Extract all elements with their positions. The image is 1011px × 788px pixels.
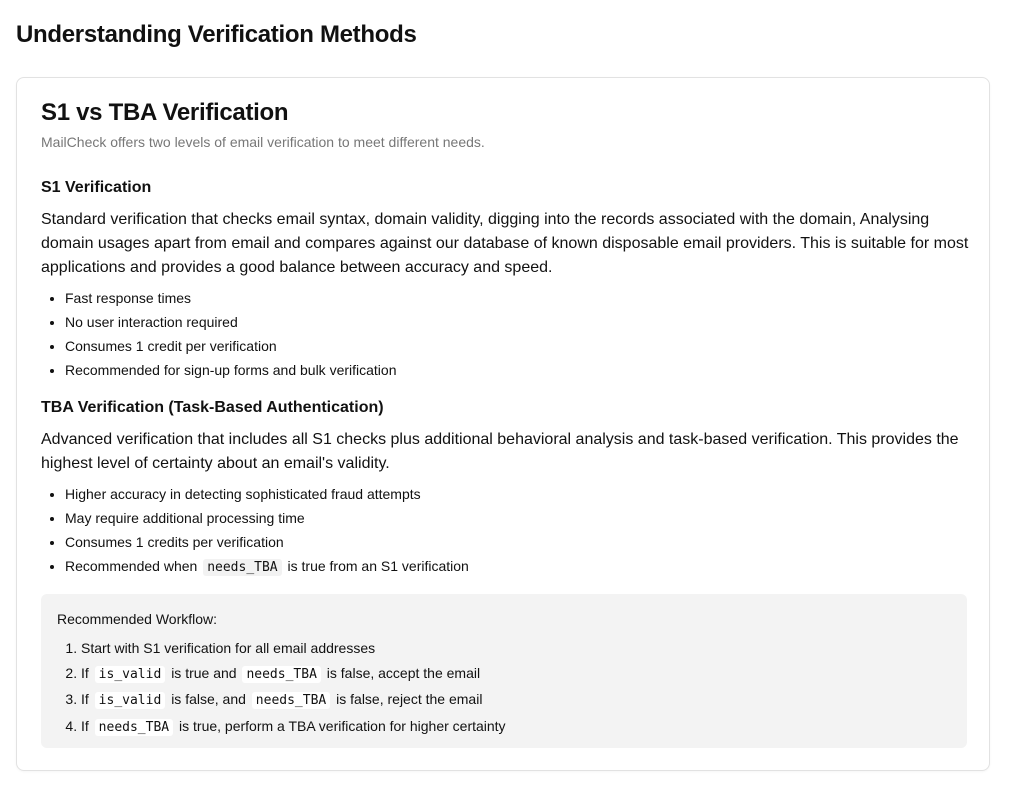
list-item: • No user interaction required	[65, 310, 397, 334]
list-item: • Recommended for sign-up forms and bulk verification	[65, 358, 397, 382]
workflow-step: 4. If needs_TBA is true, perform a TBA verification for higher certainty	[81, 714, 506, 741]
list-item: • Higher accuracy in detecting sophisticated fraud attempts	[65, 482, 469, 506]
is-valid-code: is_valid	[95, 692, 166, 709]
tba-feature-list	[41, 482, 469, 580]
tba-description: Advanced verification that includes all S1 checks plus additional behavioral analysis and task-based verification. This provides the highest level of certainty about an email's validity.	[41, 431, 959, 472]
card-title: S1 vs TBA Verification	[41, 99, 289, 126]
workflow-step: 2. If is_valid is true and needs_TBA is false, accept the email	[81, 661, 506, 688]
workflow-title: Recommended Workflow:	[57, 611, 218, 627]
list-item: • May require additional processing time	[65, 506, 469, 530]
page-title: Understanding Verification Methods	[16, 21, 417, 48]
list-item: • Fast response times	[65, 286, 397, 310]
tba-heading: TBA Verification (Task-Based Authentication)	[41, 399, 384, 416]
is-valid-code: is_valid	[95, 666, 166, 683]
list-item: • Consumes 1 credits per verification	[65, 530, 469, 554]
list-item: • Recommended when needs_TBA is true from an S1 verification	[65, 554, 469, 580]
workflow-step: 1. Start with S1 verification for all email addresses	[81, 636, 506, 661]
workflow-step: 3. If is_valid is false, and needs_TBA is false, reject the email	[81, 687, 506, 714]
workflow-steps	[57, 636, 506, 741]
s1-feature-list	[41, 286, 397, 382]
s1-heading: S1 Verification	[41, 179, 152, 196]
needs-tba-code: needs_TBA	[95, 719, 173, 736]
recommended-workflow-box	[41, 594, 967, 748]
card-subtitle: MailCheck offers two levels of email verification to meet different needs.	[41, 134, 485, 150]
s1-description: Standard verification that checks email syntax, domain validity, digging into the records associated with the domain, Analysing domain usages apart from email and compares against our database of known disposable email providers. This is suitable for most applications and provides a good balance between accuracy and speed.	[41, 211, 969, 276]
verification-card	[16, 77, 990, 771]
list-item: • Consumes 1 credit per verification	[65, 334, 397, 358]
needs-tba-code: needs_TBA	[242, 666, 320, 683]
needs-tba-code: needs_TBA	[252, 692, 330, 709]
needs-tba-code: needs_TBA	[203, 559, 281, 576]
